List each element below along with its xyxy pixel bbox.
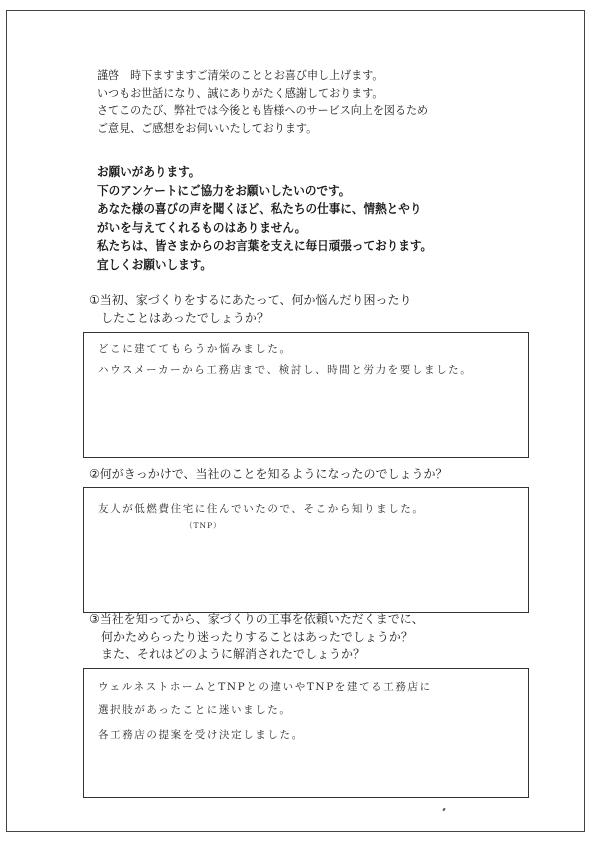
question-line: また、それはどのように解消されたでしょうか？ [89, 647, 366, 661]
handwritten-answer-line: どこに建ててもらうか悩みました。 [98, 343, 292, 355]
pen-mark [442, 808, 445, 812]
question-1 [89, 292, 412, 327]
handwritten-answer-line: 選択肢があったことに迷いました。 [98, 704, 292, 716]
greeting-line: 謹啓 時下ますますご清栄のこととお喜び申し上げます。 [97, 68, 384, 82]
handwritten-answer-line: 各工務店の提案を受け決定しました。 [98, 729, 304, 741]
greeting-line: さてこのたび、弊社では今後とも皆様へのサービス向上を図るため [97, 103, 429, 117]
question-line: ①当初、家づくりをするにあたって、何か悩んだり困ったり [89, 293, 412, 307]
request-line: がいを与えてくれるものはありません。 [97, 219, 307, 235]
question-line: ③当社を知ってから、家づくりの工事を依頼いただくまでに、 [89, 612, 424, 626]
survey-sheet [6, 10, 585, 832]
greeting-line: いつもお世話になり、誠にありがたく感謝しております。 [97, 85, 384, 100]
question-2 [89, 466, 448, 484]
request-line: 宜しくお願いします。 [97, 256, 212, 272]
question-line: ②何がきっかけで、当社のことを知るようになったのでしょうか？ [89, 467, 448, 481]
question-3 [89, 611, 424, 664]
handwritten-answer-line: ハウスメーカーから工務店まで、検討し、時間と労力を要しました。 [98, 364, 473, 376]
greeting-paragraph [97, 67, 537, 137]
answer-box-3 [83, 668, 529, 798]
question-line: 何かためらったり迷ったりすることはあったでしょうか？ [89, 629, 413, 644]
request-paragraph [97, 163, 557, 274]
handwritten-answer-note: （TNP） [185, 521, 222, 530]
handwritten-answer-line: 友人が低燃費住宅に住んでいたので、そこから知りました。 [98, 503, 425, 515]
request-line: あなた様の喜びの声を聞くほど、私たちの仕事に、情熱とやり [97, 201, 422, 216]
greeting-line: ご意見、ご感想をお伺いいたしております。 [97, 120, 318, 135]
handwritten-answer-line: ウェルネストホームとTNPとの違いやTNPを建てる工務店に [98, 681, 432, 693]
request-line: 下のアンケートにご協力をお願いしたいのです。 [97, 182, 351, 198]
answer-box-2 [83, 487, 529, 613]
request-line: 私たちは、皆さまからのお言葉を支えに毎日頑張っております。 [97, 238, 433, 253]
question-line: したことはあったでしょうか？ [89, 310, 269, 325]
answer-box-1 [83, 332, 529, 458]
request-line: お願いがあります。 [97, 164, 201, 179]
